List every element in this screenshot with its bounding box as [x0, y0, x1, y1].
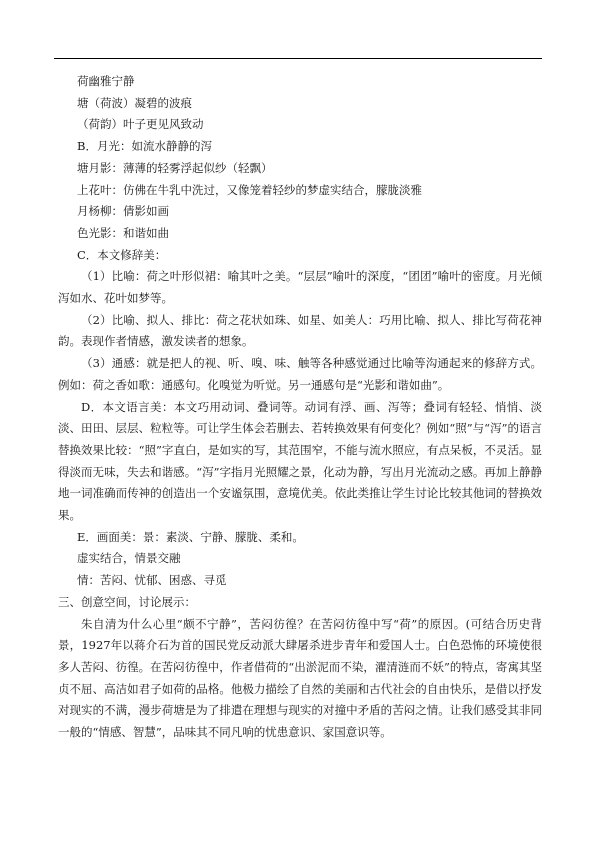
text-line: 虚实结合，情景交融	[77, 551, 181, 566]
text-line: 荷幽雅宁静	[77, 74, 135, 88]
text-line: 色光影：和谐如曲	[77, 225, 169, 240]
text-line: E．画面美：景：素淡、宁静、朦胧、柔和。	[77, 529, 304, 544]
text-line: B．月光：如流水静静的泻	[77, 139, 212, 154]
text-line: 情：苦闷、忧郁、困惑、寻觅	[77, 573, 227, 588]
paragraph-metaphor: （1）比喻：荷之叶形似裙：喻其叶之美。“层层”喻叶的深度，“团团”喻叶的密度。月光倾泻如水、花叶如梦等。	[58, 269, 542, 306]
text-line: 上花叶：仿佛在牛乳中洗过，又像笼着轻纱的梦虚实结合，朦胧淡雅	[77, 182, 422, 197]
paragraph-discussion: 朱自清为什么心里“颇不宁静”，苦闷彷徨？在苦闷彷徨中写“荷”的原因。(可结合历史背景，1927年以蒋介石为首的国民党反动派大肆屠杀进步青年和爱国人士。白色恐怖的环境使很多人苦闷、彷徨。在苦闷彷徨中，作者借荷的“出淤泥而不染，濯清涟而不妖”的特点，寄寓其坚贞不屈、高洁如君子如荷的品格。他极力描绘了自然的美丽和古代社会的自由快乐，是借以抒发对现实的不满，漫步荷塘是为了排遣在理想与现实的对撞中矛盾的苦闷之情。让我们感受其非同一般的“情感、智慧”，品味其不同凡响的忧患意识、家国意识等。	[58, 616, 542, 740]
section-heading: 三、创意空间，讨论展示：	[58, 594, 196, 609]
document-body	[58, 71, 542, 744]
paragraph-personification: （2）比喻、拟人、排比：荷之花状如珠、如星、如美人：巧用比喻、拟人、排比写荷花神韵。表现作者情感，激发读者的想象。	[58, 312, 542, 349]
header-rule	[54, 58, 542, 59]
text-line: 塘月影：薄薄的轻雾浮起似纱（轻飘）	[77, 160, 273, 175]
text-line: 塘（荷波）凝碧的波痕	[77, 95, 192, 110]
paragraph-synesthesia: （3）通感：就是把人的视、听、嗅、味、触等各种感觉通过比喻等沟通起来的修辞方式。例如：荷之香如歌：通感句。化嗅觉为听觉。另一通感句是“光影和谐如曲”。	[58, 356, 542, 392]
text-line: （荷韵）叶子更见风致动	[77, 117, 204, 132]
text-line: 月杨柳：倩影如画	[77, 204, 169, 219]
text-line: C．本文修辞美：	[77, 247, 167, 262]
paragraph-language: D．本文语言美：本文巧用动词、叠词等。动词有浮、画、泻等；叠词有轻轻、悄悄、淡淡、田田、层层、粒粒等。可让学生体会若删去、若转换效果有何变化？例如“照”与“泻”的语言替换效果比较：“照”字直白，是如实的写，其范围窄，不能与流水照应，有点呆板，不灵活。显得淡而无味，失去和谐感。“泻”字指月光照耀之景，化动为静，写出月光流动之感。再加上静静地一词准确而传神的创造出一个安谧氛围，意境优美。依此类推让学生讨论比较其他词的替换效果。	[58, 399, 542, 523]
